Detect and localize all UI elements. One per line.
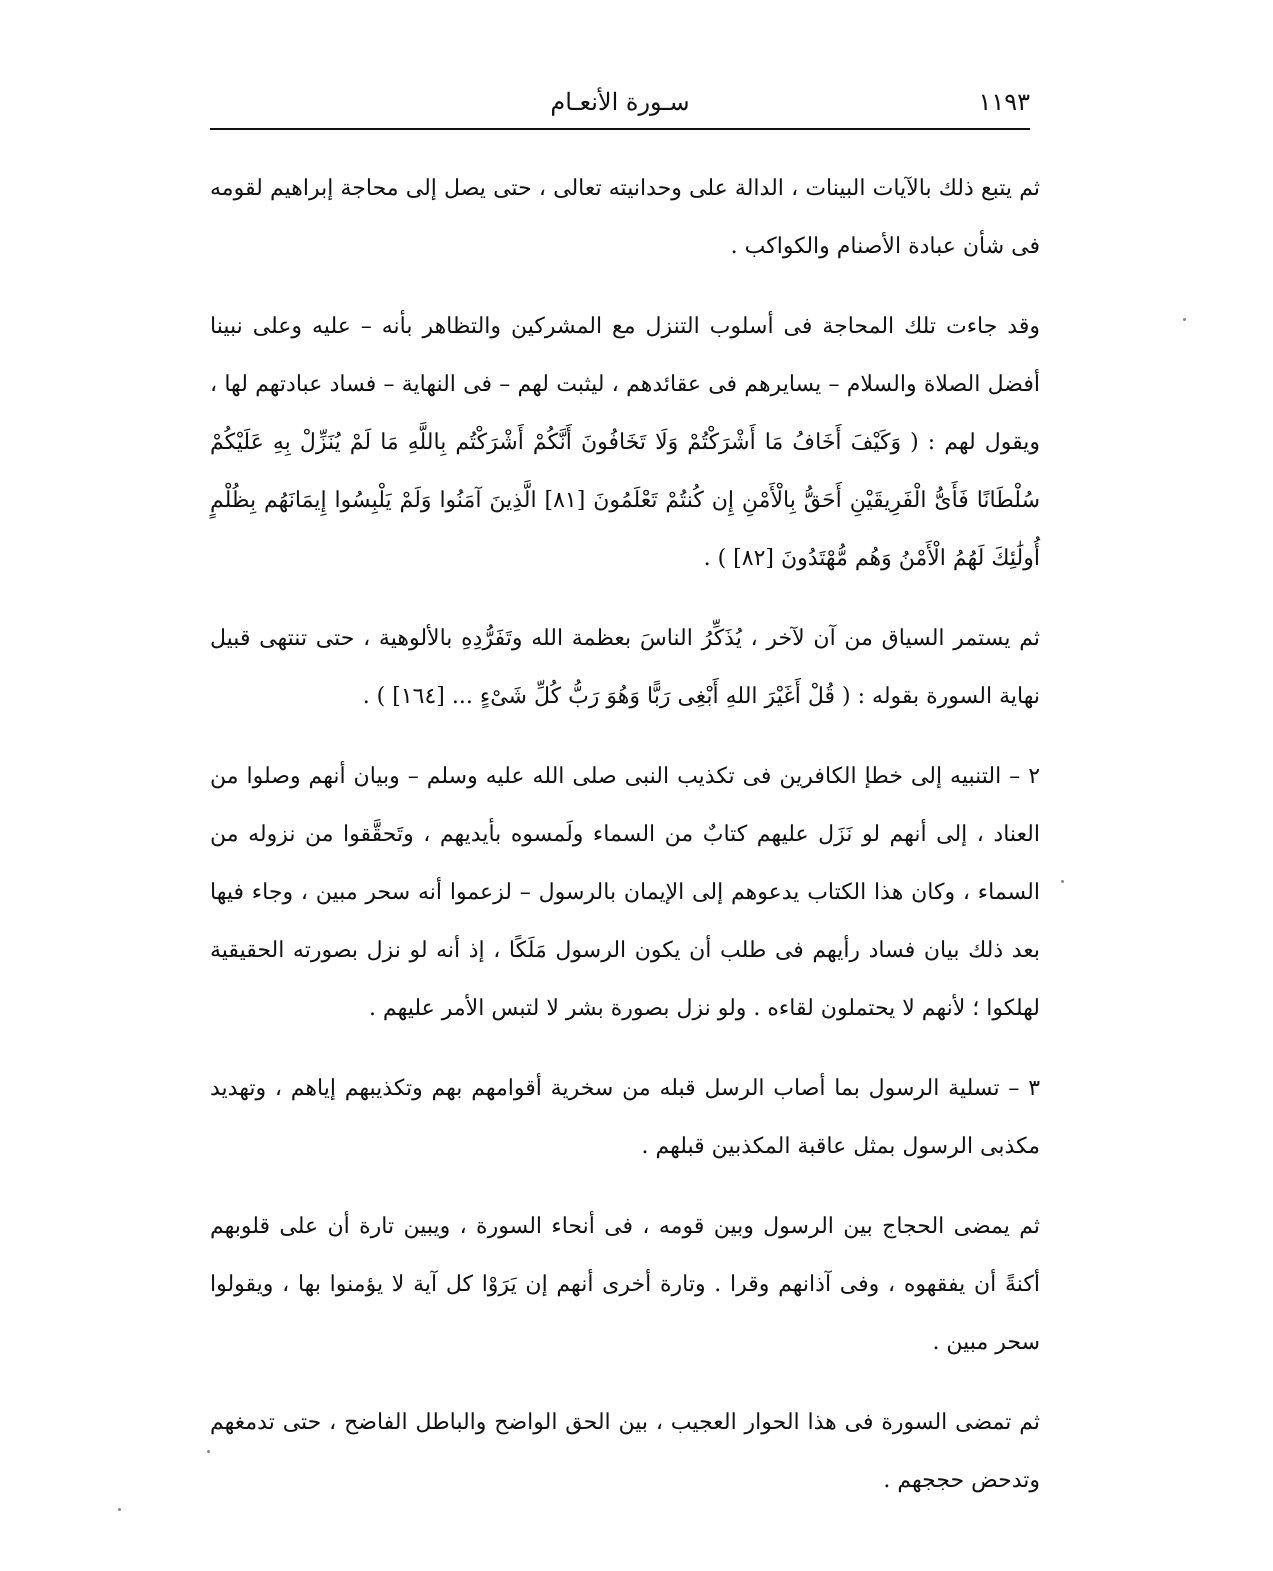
- scan-speck: [1061, 880, 1064, 883]
- scan-speck: [207, 1450, 210, 1453]
- running-title: سـورة الأنعـام: [550, 88, 690, 116]
- scan-speck: [1183, 318, 1186, 321]
- paragraph-2: وقد جاءت تلك المحاجة فى أسلوب التنزل مع المشركين والتظاهر بأنه – عليه وعلى نبينا أفضل الصلاة والسلام – يسايرهم فى عقائدهم ، ليثبت لهم – فى النهاية – فساد عبادتهم لها ، ويقول لهم : ( وَكَيْفَ أَخَافُ مَا أَشْرَكْتُمْ وَلَا تَخَافُونَ أَنَّكُمْ أَشْرَكْتُم بِاللَّهِ مَا لَمْ يُنَزِّلْ بِهِ عَلَيْكُمْ سُلْطَانًا فَأَىُّ الْفَرِيقَيْنِ أَحَقُّ بِالْأَمْنِ إِن كُنتُمْ تَعْلَمُونَ [٨١] الَّذِينَ آمَنُوا وَلَمْ يَلْبِسُوا إِيمَانَهُم بِظُلْمٍ أُولَٰئِكَ لَهُمُ الْأَمْنُ وَهُم مُّهْتَدُونَ [٨٢] ) .: [210, 314, 1041, 571]
- paragraph-5: ٣ – تسلية الرسول بما أصاب الرسل قبله من سخرية أقوامهم بهم وتكذيبهم إياهم ، وتهديد مكذبى الرسول بمثل عاقبة المكذبين قبلهم .: [210, 1076, 1041, 1159]
- paragraph-3: ثم يستمر السياق من آن لآخر ، يُذَكِّرُ الناسَ بعظمة الله وتَفَرُّدِهِ بالألوهية ، حتى تنتهى قبيل نهاية السورة بقوله : ( قُلْ أَغَيْرَ اللهِ أَبْغِى رَبًّا وَهُوَ رَبُّ كُلِّ شَىْءٍ ... [١٦٤] ) .: [210, 626, 1040, 709]
- header-rule: [210, 128, 1030, 130]
- paragraph-4: ٢ – التنبيه إلى خطإ الكافرين فى تكذيب النبى صلى الله عليه وسلم – وبيان أنهم وصلوا من العناد ، إلى أنهم لو نَزَل عليهم كتابٌ من السماء ولَمسوه بأيديهم ، وتَحقَّقوا من نزوله من السماء ، وكان هذا الكتاب يدعوهم إلى الإيمان بالرسول – لزعموا أنه سحر مبين ، وجاء فيها بعد ذلك بيان فساد رأيهم فى طلب أن يكون الرسول مَلَكًا ، إذ أنه لو نزل بصورته الحقيقية لهلكوا ؛ لأنهم لا يحتملون لقاءه . ولو نزل بصورة بشر لا لتبس الأمر عليهم .: [210, 764, 1041, 1021]
- page-number: ١١٩٣: [978, 88, 1030, 116]
- paragraph-1: ثم يتبع ذلك بالآيات البينات ، الدالة على وحدانيته تعالى ، حتى يصل إلى محاجة إبراهيم لقومه فى شأن عبادة الأصنام والكواكب .: [210, 176, 1040, 259]
- scan-speck: [118, 1508, 121, 1511]
- paragraph-6: ثم يمضى الحجاج بين الرسول وبين قومه ، فى أنحاء السورة ، ويبين تارة أن على قلوبهم أكنةً أن يفقهوه ، وفى آذانهم وقرا . وتارة أخرى أنهم إن يَرَوْا كل آية لا يؤمنوا بها ، ويقولوا سحر مبين .: [210, 1214, 1040, 1355]
- paragraph-7: ثم تمضى السورة فى هذا الحوار العجيب ، بين الحق الواضح والباطل الفاضح ، حتى تدمغهم وتدحض حججهم .: [210, 1410, 1040, 1493]
- body-text: [210, 160, 1040, 1526]
- page-header: [210, 82, 1030, 126]
